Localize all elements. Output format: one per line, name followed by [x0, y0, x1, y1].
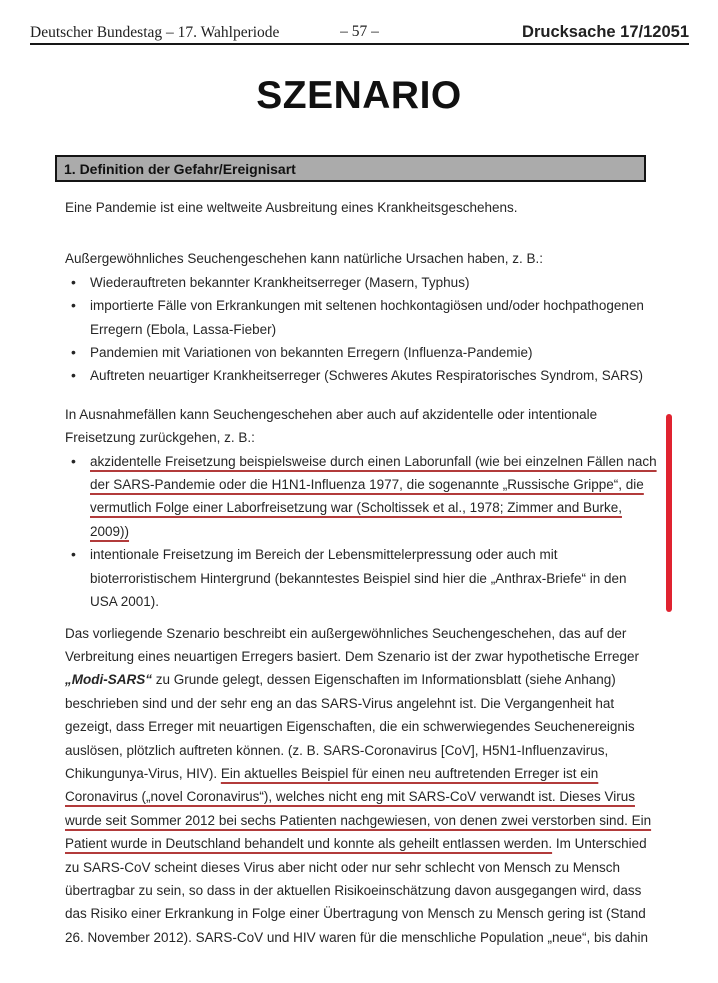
- page-number: – 57 –: [340, 23, 379, 40]
- list-item: [65, 450, 657, 544]
- list-item: • intentionale Freisetzung im Bereich der Lebensmittelerpressung oder auch mit bioterroristischem Hintergrund (bekanntestes Beispiel sind hier die „Anthrax-Briefe“ in den USA 2001).: [65, 543, 657, 613]
- paragraph-release-intro: In Ausnahmefällen kann Seuchengeschehen aber auch auf akzidentelle oder intentionale Freisetzung zurückgehen, z. B.:: [65, 406, 598, 446]
- release-types-list: [65, 450, 657, 614]
- header-left-text: Deutscher Bundestag – 17. Wahlperiode: [30, 24, 280, 41]
- header-document-number: Drucksache 17/12051: [522, 23, 689, 41]
- list-item: • Auftreten neuartiger Krankheitserreger (Schweres Akutes Respiratorisches Syndrom, SARS): [65, 364, 657, 387]
- list-item: • Wiederauftreten bekannter Krankheitserreger (Masern, Typhus): [65, 271, 657, 294]
- modi-sars-term: „Modi-SARS“: [65, 672, 152, 688]
- paragraph-natural-causes-intro: Außergewöhnliches Seuchengeschehen kann natürliche Ursachen haben, z. B.:: [65, 251, 544, 267]
- header-divider: [30, 43, 689, 45]
- body-text: Im Unterschied zu SARS-CoV scheint dieses Virus aber nicht oder nur sehr schlecht von Mensch zu Mensch übertragbar zu sein, so dass in der aktuellen Risikoeinschätzung davon ausgegangen wird, dass das Risiko einer Erkrankung in Folge einer Übertragung von Mensch zu Mensch gering ist (Stand 26. November 2012). SARS-CoV und HIV waren für die menschliche Population „neue“, bis dahin: [65, 836, 649, 945]
- document-body: [65, 196, 657, 949]
- paragraph-scenario-description: [65, 622, 657, 950]
- natural-causes-list: [65, 271, 657, 388]
- underlined-passage: akzidentelle Freisetzung beispielsweise durch einen Laborunfall (wie bei einzelnen Fällen nach der SARS-Pandemie oder die H1N1-Influenza 1977, die sogenannte „Russische Grippe“, die vermutlich Folge einer Laborfreisetzung war (Scholtissek et al., 1978; Zimmer and Burke, 2009)): [90, 453, 657, 539]
- section-heading-label: 1. Definition der Gefahr/Ereignisart: [64, 160, 296, 177]
- body-text: zu Grunde gelegt, dessen Eigenschaften im Informationsblatt (siehe Anhang) beschrieben sind und der sehr eng an das SARS-Virus angelehnt ist. Die Vergangenheit hat gezeigt, dass Erreger mit neuartigen Eigenschaften, die ein schwerwiegendes Seuchenereignis auslösen, plötzlich auftreten können. (z. B. SARS-Coronavirus [CoV], H5N1-Influenzavirus, Chikungunya-Virus, HIV).: [65, 672, 635, 781]
- margin-change-bar: [666, 414, 672, 612]
- page-title: SZENARIO: [256, 74, 462, 117]
- paragraph-pandemic-definition: Eine Pandemie ist eine weltweite Ausbreitung eines Krankheitsgeschehens.: [65, 200, 518, 215]
- underlined-passage: Ein aktuelles Beispiel für einen neu auftretenden Erreger ist ein Coronavirus („novel Coronavirus“), welches nicht eng mit SARS-CoV verwandt ist. Dieses Virus wurde seit Sommer 2012 bei sechs Patienten nachgewiesen, von denen zwei verstorben sind. Ein Patient wurde in Deutschland behandelt und konnte als geheilt entlassen werden.: [65, 765, 652, 852]
- page-header: [30, 23, 689, 42]
- body-text: Das vorliegende Szenario beschreibt ein außergewöhnliches Seuchengeschehen, das auf der Verbreitung eines neuartigen Erregers basiert. Dem Szenario ist der zwar hypothetische Erreger: [65, 625, 640, 664]
- list-item: • Pandemien mit Variationen von bekannten Erregern (Influenza-Pandemie): [65, 341, 657, 364]
- section-heading-bar: [55, 155, 646, 182]
- list-item: • importierte Fälle von Erkrankungen mit seltenen hochkontagiösen und/oder hochpathogenen Erregern (Ebola, Lassa-Fieber): [65, 294, 657, 341]
